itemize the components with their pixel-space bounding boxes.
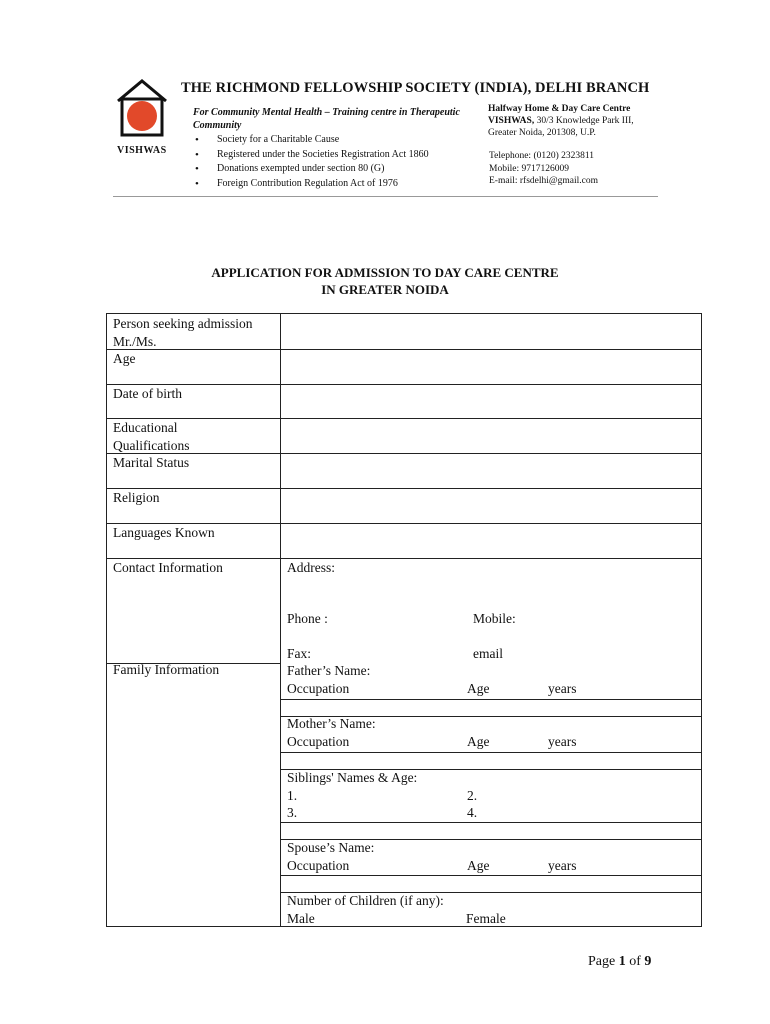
mother-occupation-field[interactable]: Occupation xyxy=(287,734,350,749)
row-divider xyxy=(107,384,701,385)
sibling-1-field[interactable]: 1. xyxy=(287,788,298,803)
row-divider xyxy=(280,875,701,876)
sibling-3-field[interactable]: 3. xyxy=(287,805,298,820)
row-divider xyxy=(107,418,701,419)
contact-information-label: Contact Information xyxy=(113,560,223,575)
mobile: Mobile: 9717126009 xyxy=(489,163,569,174)
row-divider xyxy=(107,349,701,350)
date-of-birth-label: Date of birth xyxy=(113,386,182,401)
spouse-name-field[interactable]: Spouse’s Name: xyxy=(287,840,375,855)
page-of: of xyxy=(629,954,641,969)
page-total: 9 xyxy=(644,954,652,969)
fax-field[interactable]: Fax: xyxy=(287,646,312,661)
father-age-unit: years xyxy=(548,681,577,696)
phone-field[interactable]: Phone : xyxy=(287,611,328,626)
row-divider xyxy=(280,752,701,753)
telephone: Telephone: (0120) 2323811 xyxy=(489,151,595,161)
admission-form-table xyxy=(106,313,702,927)
list-item: • Donations exempted under section 80 (G) xyxy=(193,162,429,177)
row-divider xyxy=(107,488,701,489)
row-divider xyxy=(280,822,701,823)
siblings-label: Siblings' Names & Age: xyxy=(287,770,418,785)
person-seeking-label: Person seeking admission xyxy=(113,316,253,331)
list-item: • Society for a Charitable Cause xyxy=(193,133,429,148)
father-age-field[interactable]: Age xyxy=(467,681,490,696)
spouse-age-field[interactable]: Age xyxy=(467,858,490,873)
father-name-field[interactable]: Father’s Name: xyxy=(287,663,371,678)
centre-address-line-2: Greater Noida, 201308, U.P. xyxy=(488,128,596,138)
email-link[interactable]: E-mail: rfsdelhi@gmail.com xyxy=(489,176,598,186)
family-information-label: Family Information xyxy=(113,662,220,677)
registration-list xyxy=(193,133,429,191)
centre-title: Halfway Home & Day Care Centre xyxy=(488,104,631,114)
contact-block xyxy=(489,150,598,188)
centre-address-line-1 xyxy=(488,115,634,127)
address-field[interactable]: Address: xyxy=(287,560,335,575)
mobile-field[interactable]: Mobile: xyxy=(473,611,516,626)
qualifications-label: Qualifications xyxy=(113,438,190,453)
children-label: Number of Children (if any): xyxy=(287,893,444,908)
header-divider xyxy=(113,196,658,197)
row-divider xyxy=(280,699,701,700)
page-current: 1 xyxy=(618,954,626,969)
vishwas-logo-icon xyxy=(115,79,169,137)
salutation-label: Mr./Ms. xyxy=(113,334,157,349)
languages-label: Languages Known xyxy=(113,525,215,540)
female-children-field[interactable]: Female xyxy=(466,911,506,926)
religion-label: Religion xyxy=(113,490,160,505)
age-label: Age xyxy=(113,351,136,366)
spouse-occupation-field[interactable]: Occupation xyxy=(287,858,350,873)
spouse-age-unit: years xyxy=(548,858,577,873)
row-divider xyxy=(107,453,701,454)
centre-address-block xyxy=(488,103,634,139)
sibling-4-field[interactable]: 4. xyxy=(467,805,478,820)
mother-name-field[interactable]: Mother’s Name: xyxy=(287,716,376,731)
column-divider xyxy=(280,314,281,926)
father-occupation-field[interactable]: Occupation xyxy=(287,681,350,696)
centre-name: VISHWAS, xyxy=(488,116,535,126)
list-item: • Registered under the Societies Registration Act 1860 xyxy=(193,148,429,163)
logo-caption: VISHWAS xyxy=(117,145,167,156)
education-label: Educational xyxy=(113,420,178,435)
email-field[interactable]: email xyxy=(473,646,503,661)
centre-street: 30/3 Knowledge Park III, xyxy=(534,116,634,126)
form-title-line-1: APPLICATION FOR ADMISSION TO DAY CARE CENTRE xyxy=(211,265,559,280)
mother-age-unit: years xyxy=(548,734,577,749)
male-children-field[interactable]: Male xyxy=(287,911,315,926)
form-title-line-2: IN GREATER NOIDA xyxy=(321,282,449,297)
sibling-2-field[interactable]: 2. xyxy=(467,788,478,803)
mother-age-field[interactable]: Age xyxy=(467,734,490,749)
organization-tagline: For Community Mental Health – Training centre in Therapeutic Community xyxy=(193,107,460,131)
organization-name: THE RICHMOND FELLOWSHIP SOCIETY (INDIA), DELHI BRANCH xyxy=(181,80,650,96)
list-item: • Foreign Contribution Regulation Act of 1976 xyxy=(193,177,429,192)
page-word: Page xyxy=(588,954,616,969)
page-number xyxy=(588,954,651,970)
marital-status-label: Marital Status xyxy=(113,455,190,470)
